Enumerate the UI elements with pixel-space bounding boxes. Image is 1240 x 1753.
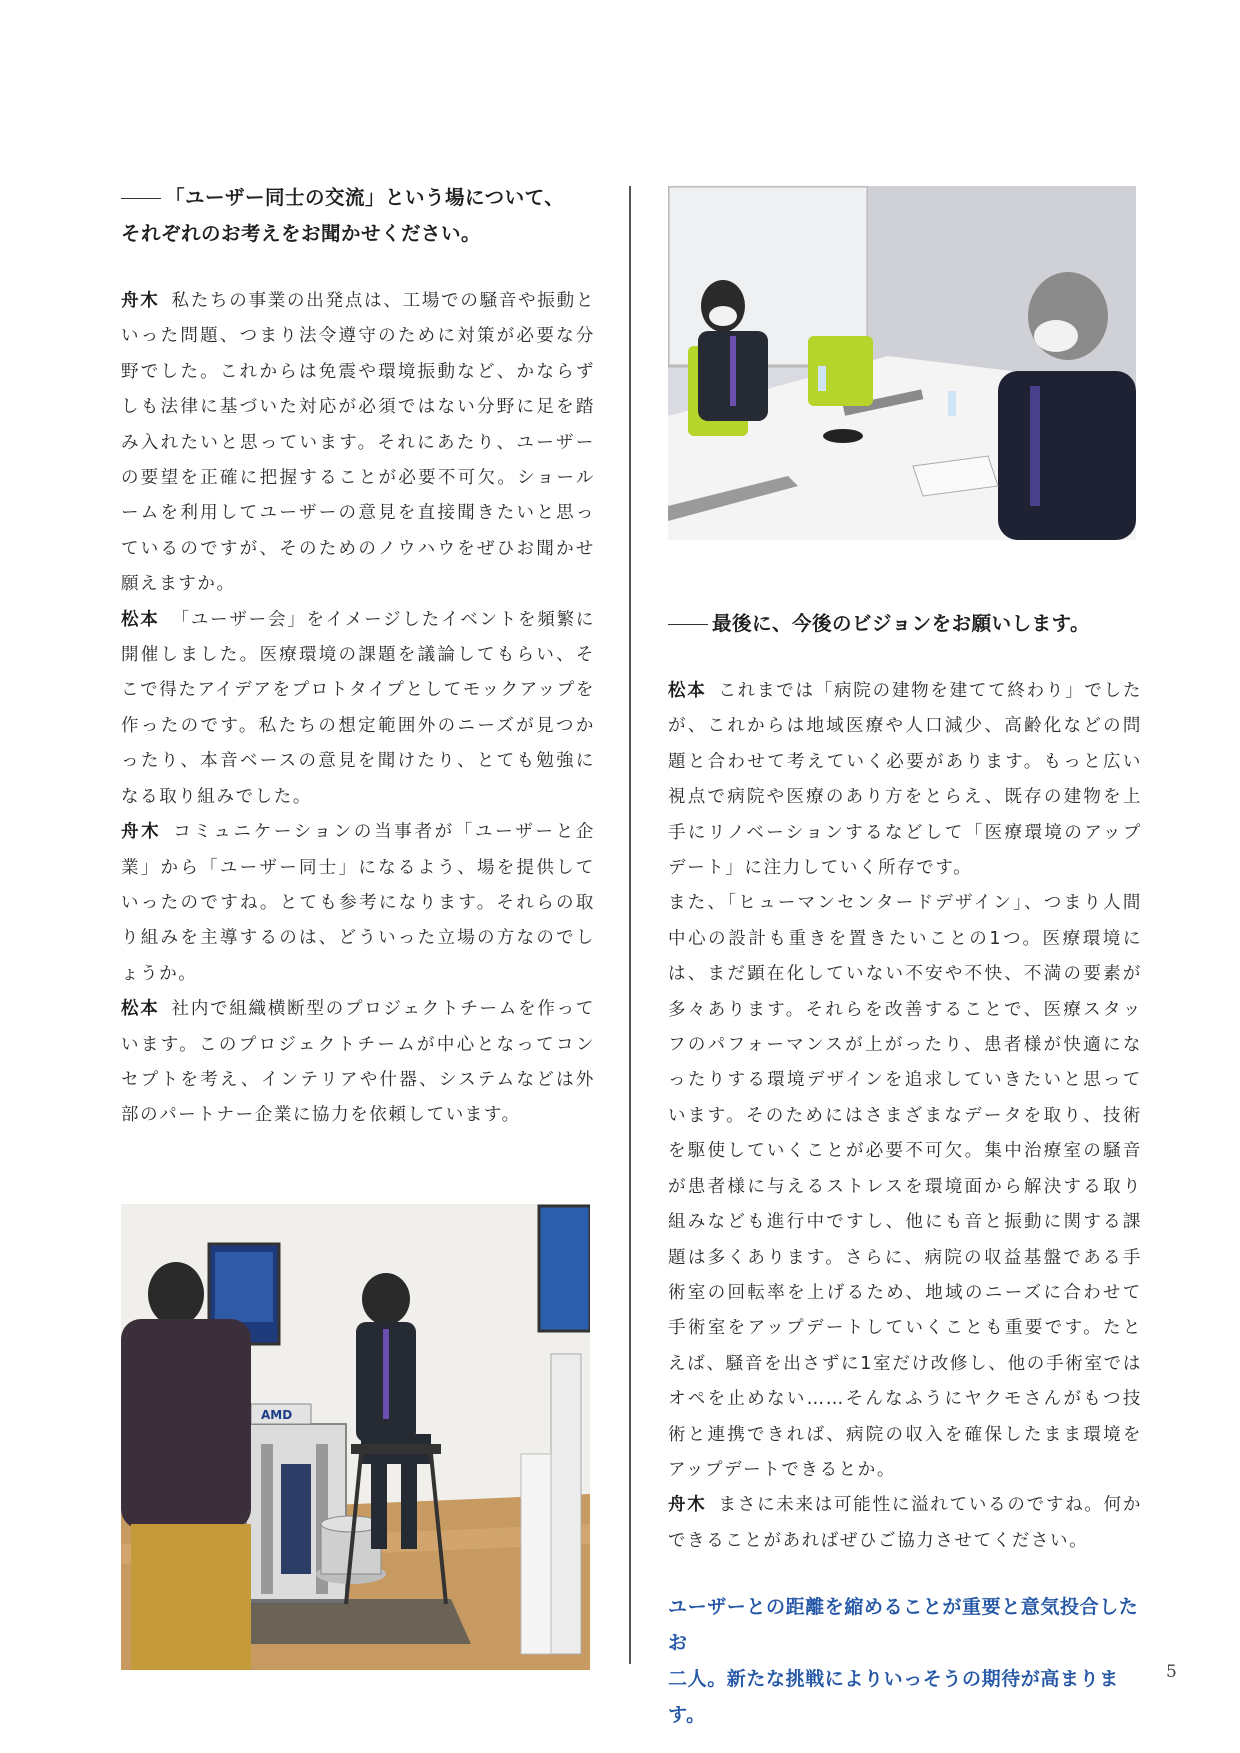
- column-divider: [629, 186, 631, 1664]
- left-question: [121, 180, 595, 252]
- showroom-photo-illustration: [121, 1204, 590, 1670]
- right-column: [668, 606, 1142, 1733]
- paragraph-text: 社内で組織横断型のプロジェクトチームを作っています。このプロジェクトチームが中心となってコンセプトを考え、インテリアや什器、システムなどは外部のパートナー企業に協力を依頼しています。: [121, 999, 595, 1126]
- speaker-name: 松本: [668, 681, 707, 701]
- paragraph-text: 「ユーザー会」をイメージしたイベントを頻繁に開催しました。医療環境の課題を議論してもらい、そこで得たアイデアをプロトタイプとしてモックアップを作ったのです。私たちの想定範囲外のニーズが見つかったり、本音ベースの意見を聞けたり、とても勉強になる取り組みでした。: [121, 609, 595, 807]
- left-column: [121, 180, 595, 1134]
- right-paragraph-2: [668, 886, 1142, 1488]
- dash-rule: [121, 198, 161, 200]
- closing-line2: 二人。新たな挑戦によりいっそうの期待が高まります。: [668, 1668, 1119, 1727]
- speaker-name: 舟木: [121, 822, 162, 843]
- left-paragraph-1: [121, 284, 595, 603]
- right-paragraph-1: [668, 674, 1142, 886]
- speaker-name: 舟木: [668, 1495, 707, 1516]
- right-question: [668, 606, 1142, 642]
- dash-rule: [668, 624, 708, 626]
- right-paragraph-3: [668, 1488, 1142, 1559]
- left-paragraph-2: [121, 603, 595, 815]
- showroom-photo: [121, 1204, 590, 1670]
- right-question-text: 最後に、今後のビジョンをお願いします。: [712, 612, 1091, 635]
- meeting-photo-illustration: [668, 186, 1136, 540]
- speaker-name: 松本: [121, 609, 160, 630]
- speaker-name: 舟木: [121, 291, 160, 311]
- paragraph-text: また、「ヒューマンセンタードデザイン」、つまり人間中心の設計も重きを置きたいことの1つ。医療環境には、まだ顕在化していない不安や不快、不満の要素が多々あります。それらを改善することで、医療スタッフのパフォーマンスが上がったり、患者様が快適になったりする環境デザインを追求していきたいと思っています。そのためにはさまざまなデータを取り、技術を駆使していくことが必要不可欠。集中治療室の騒音が患者様に与えるストレスを環境面から解決する取り組みなども進行中ですし、他にも音と振動に関する課題は多くあります。さらに、病院の収益基盤である手術室の回転率を上げるため、地域のニーズに合わせて手術室をアップデートしていくことも重要です。たとえば、騒音を出さずに1室だけ改修し、他の手術室ではオペを止めない……そんなふうにヤクモさんがもつ技術と連携できれば、病院の収入を確保したまま環境をアップデートできるとか。: [668, 893, 1142, 1480]
- speaker-name: 松本: [121, 999, 160, 1020]
- paragraph-text: コミュニケーションの当事者が「ユーザーと企業」から「ユーザー同士」になるよう、場を提供していったのですね。とても参考になります。それらの取り組みを主導するのは、どういった立場の方なのでしょうか。: [121, 822, 595, 984]
- left-paragraph-4: [121, 992, 595, 1134]
- paragraph-text: まさに未来は可能性に溢れているのですね。何かできることがあればぜひご協力させてください。: [668, 1495, 1142, 1551]
- left-question-line2: それぞれのお考えをお聞かせください。: [121, 222, 482, 245]
- left-question-line1: 「ユーザー同士の交流」という場について、: [165, 186, 565, 209]
- left-paragraph-3: [121, 815, 595, 992]
- machine-badge: AMD: [261, 1408, 293, 1422]
- closing-line1: ユーザーとの距離を縮めることが重要と意気投合したお: [668, 1596, 1139, 1655]
- paragraph-text: 私たちの事業の出発点は、工場での騒音や振動といった問題、つまり法令遵守のために対策が必要な分野でした。これからは免震や環境振動など、かならずしも法律に基づいた対応が必須ではない分野に足を踏み入れたいと思っています。それにあたり、ユーザーの要望を正確に把握することが必要不可欠。ショールームを利用してユーザーの意見を直接聞きたいと思っているのですが、そのためのノウハウをぜひお聞かせ願えますか。: [121, 291, 595, 595]
- meeting-photo: [668, 186, 1136, 540]
- page-number: 5: [1166, 1662, 1177, 1682]
- closing-statement: [668, 1589, 1142, 1733]
- paragraph-text: これまでは「病院の建物を建てて終わり」でしたが、これからは地域医療や人口減少、高齢化などの問題と合わせて考えていく必要があります。もっと広い視点で病院や医療のあり方をとらえ、既存の建物を上手にリノベーションするなどして「医療環境のアップデート」に注力していく所存です。: [668, 681, 1142, 879]
